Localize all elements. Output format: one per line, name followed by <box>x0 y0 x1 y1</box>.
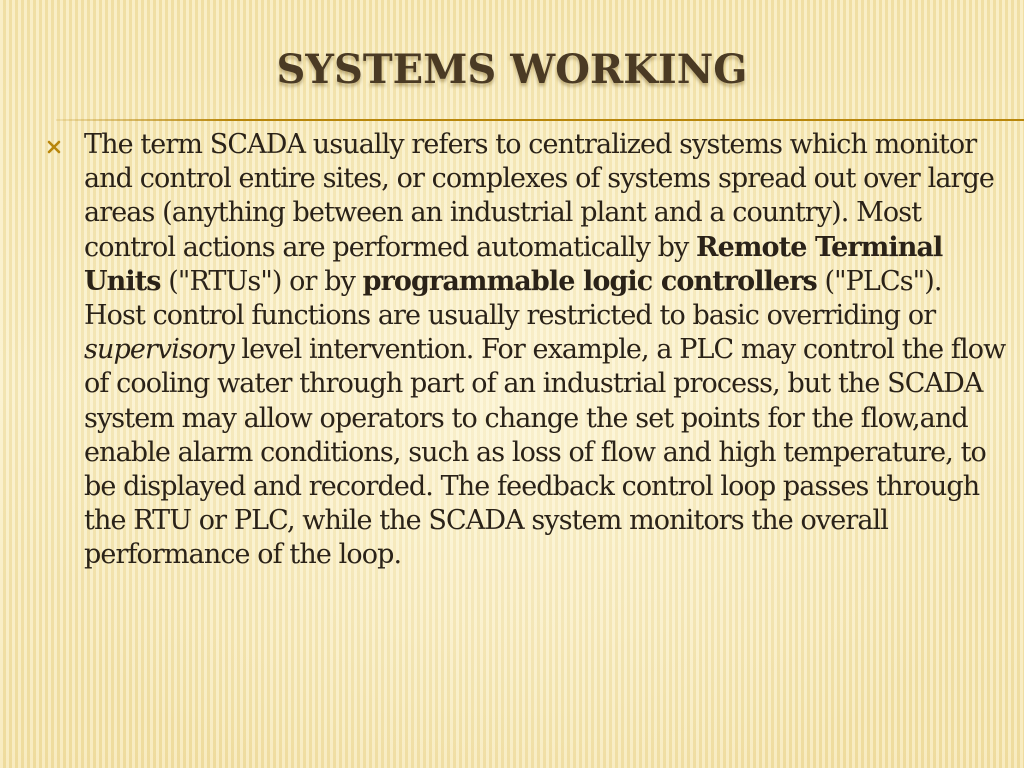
paragraph-text-2: ("RTUs") or by <box>160 265 363 297</box>
paragraph-text-1: The term SCADA usually refers to centralized systems which monitor and control entire sites, or complexes of systems spread out over large areas (anything between an industrial plant and a country). Most control actions are performed automatically by <box>84 129 994 263</box>
bullet-paragraph <box>84 128 1006 573</box>
italic-term-supervisory: supervisory <box>84 334 234 366</box>
x-cross-icon <box>46 139 62 155</box>
paragraph-text-4: level intervention. For example, a PLC may control the flow of cooling water through part of an industrial process, but the SCADA system may allow operators to change the set points for the flow,and enable alarm conditions, such as loss of flow and high temperature, to be displayed and recorded. The feedback control loop passes through the RTU or PLC, while the SCADA system monitors the overall performance of the loop. <box>84 334 1006 571</box>
bullet-item <box>46 128 1006 573</box>
slide-title: SYSTEMS WORKING <box>276 46 748 93</box>
title-divider <box>56 119 1024 121</box>
slide-body <box>46 128 1006 573</box>
bold-term-rtu: Remote Terminal Units <box>84 231 943 297</box>
bold-term-plc: programmable logic controllers <box>362 265 817 297</box>
paragraph-text-3: ("PLCs"). Host control functions are usually restricted to basic overriding or <box>84 265 942 332</box>
